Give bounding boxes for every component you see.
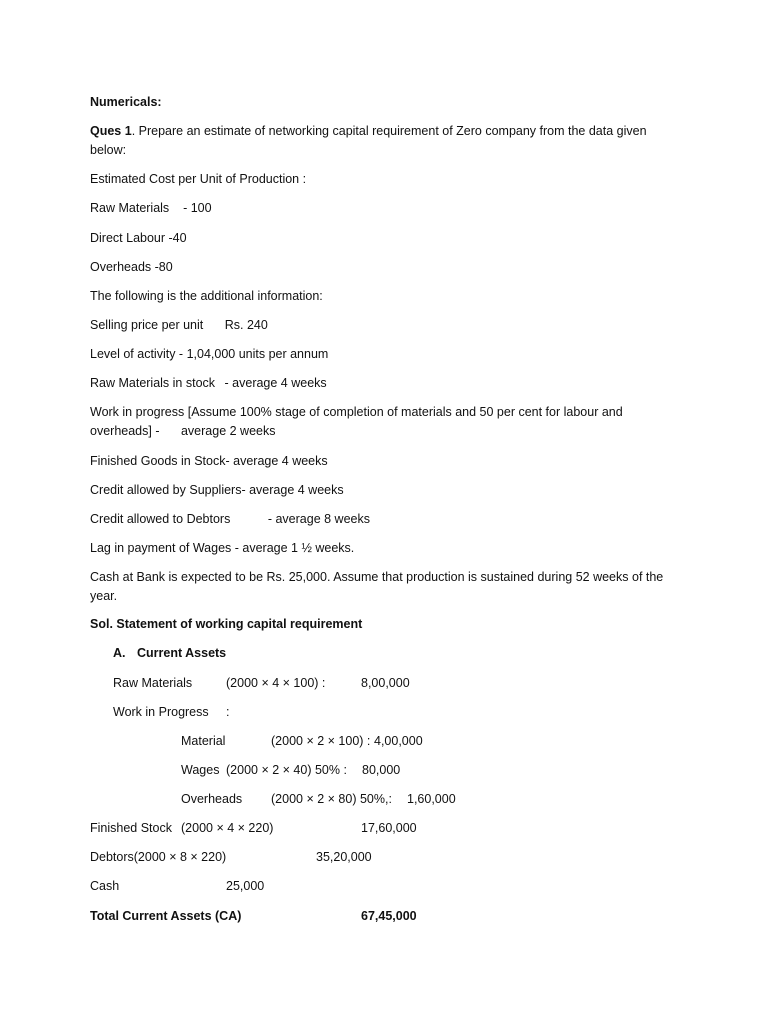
heading-numericals: Numericals:: [90, 95, 162, 109]
selling-price-value: Rs. 240: [224, 318, 268, 332]
material-formula: (2000 × 2 × 100) :: [271, 734, 371, 748]
finished-stock-label: Finished Stock: [90, 821, 172, 835]
finished-goods-info: Finished Goods in Stock- average 4 weeks: [90, 454, 328, 468]
wages-amount: 80,000: [362, 763, 401, 777]
wages-label: Wages: [181, 763, 220, 777]
question-text: . Prepare an estimate of networking capital requirement of Zero company from the data given below:: [90, 124, 647, 157]
question-label: Ques 1: [90, 124, 132, 138]
lag-wages-info: Lag in payment of Wages - average 1 ½ weeks.: [90, 541, 355, 555]
section-a-title: Current Assets: [136, 646, 227, 660]
solution-title: Sol. Statement of working capital requirement: [90, 617, 363, 631]
cost-direct-labour: Direct Labour -40: [90, 231, 187, 245]
wip-value: average 2 weeks: [180, 423, 276, 438]
cost-heading: Estimated Cost per Unit of Production :: [90, 172, 307, 186]
cash-info: Cash at Bank is expected to be Rs. 25,000. Assume that production is sustained during 52 weeks of the year.: [90, 570, 664, 603]
raw-materials-formula: (2000 × 4 × 100) :: [226, 676, 326, 690]
raw-materials-stock-label: Raw Materials in stock: [90, 376, 216, 390]
wip-label: Work in Progress: [113, 705, 209, 719]
finished-stock-amount: 17,60,000: [361, 821, 417, 835]
wip-text: Work in progress [Assume 100% stage of completion of materials and 50 per cent for labour and overheads] -: [90, 405, 623, 438]
wip-colon: :: [226, 705, 230, 719]
overheads-label: Overheads: [181, 792, 243, 806]
credit-suppliers-info: Credit allowed by Suppliers- average 4 weeks: [90, 483, 344, 497]
additional-heading: The following is the additional information:: [90, 289, 323, 303]
raw-materials-amount: 8,00,000: [361, 676, 410, 690]
section-a-heading: [113, 644, 226, 662]
overheads-amount: 1,60,000: [407, 792, 456, 806]
raw-materials-stock-row: [90, 374, 327, 392]
selling-price-label: Selling price per unit: [90, 318, 204, 332]
cash-label: Cash: [90, 879, 120, 893]
debtors-amount: 35,20,000: [316, 850, 372, 864]
material-label: Material: [181, 734, 226, 748]
question-1: [90, 122, 680, 159]
section-a-marker: A.: [113, 646, 126, 660]
total-current-assets-label: Total Current Assets (CA): [90, 909, 242, 923]
credit-debtors-label: Credit allowed to Debtors: [90, 512, 231, 526]
material-amount: 4,00,000: [374, 734, 423, 748]
overheads-formula: (2000 × 2 × 80) 50%,:: [271, 792, 392, 806]
credit-debtors-row: [90, 510, 370, 528]
finished-stock-formula: (2000 × 4 × 220): [181, 821, 274, 835]
cost-raw-materials: Raw Materials - 100: [90, 201, 212, 215]
raw-materials-stock-value: - average 4 weeks: [224, 376, 327, 390]
selling-price-row: [90, 316, 268, 334]
work-in-progress-info: [90, 403, 670, 440]
cash-amount: 25,000: [226, 879, 265, 893]
raw-materials-label: Raw Materials: [113, 676, 193, 690]
debtors-label: Debtors(2000 × 8 × 220): [90, 850, 227, 864]
total-current-assets-amount: 67,45,000: [361, 909, 417, 923]
credit-debtors-value: - average 8 weeks: [267, 512, 370, 526]
level-of-activity: Level of activity - 1,04,000 units per annum: [90, 347, 329, 361]
wages-formula: (2000 × 2 × 40) 50% :: [226, 763, 347, 777]
cost-overheads: Overheads -80: [90, 260, 173, 274]
